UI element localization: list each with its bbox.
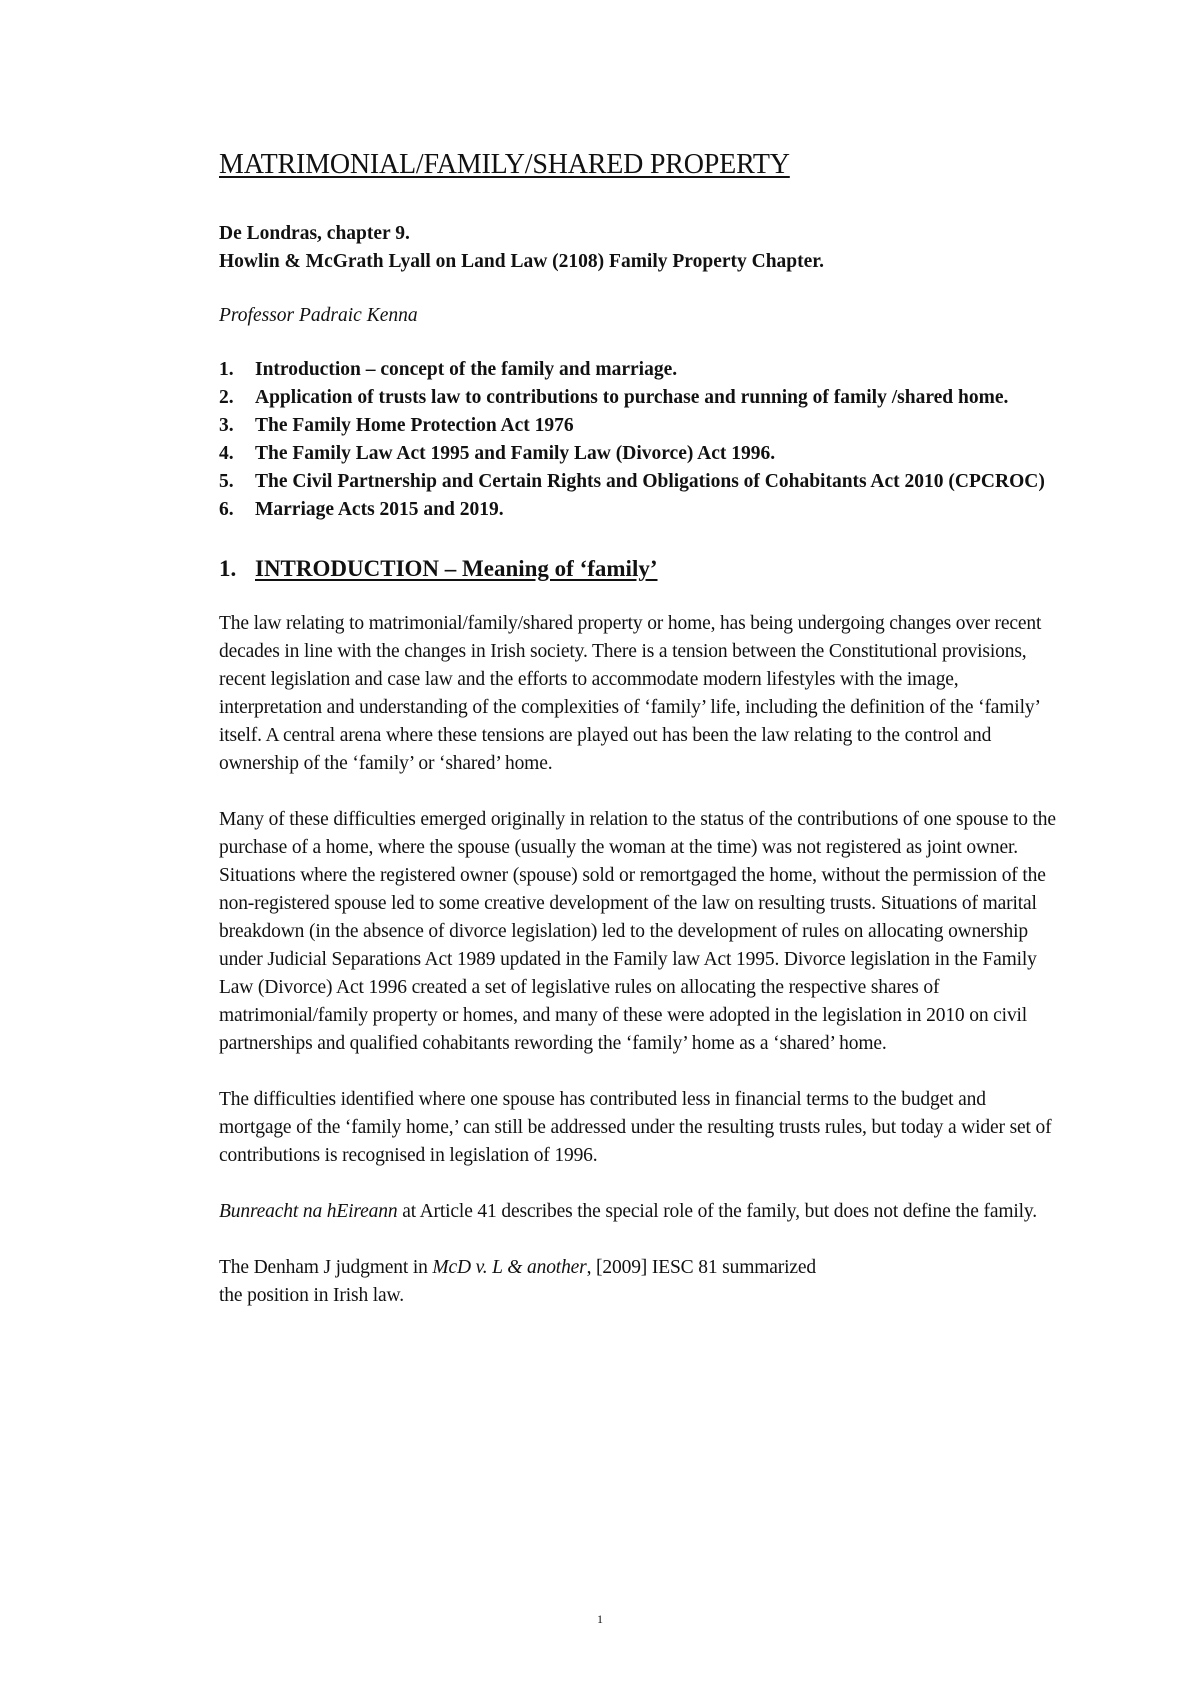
paragraph-5-citation: , [2009] IESC 81 summarized [586,1257,816,1278]
paragraph-3: The difficulties identified where one spouse has contributed less in financial terms to the budget and mortgage of the ‘family home,’ can still be addressed under the resulting trusts rules, but today a wider set of contributions is recognised in legislation of 1996. [219,1089,1052,1166]
paragraph-4 [219,1198,1059,1226]
reference-de-londras: De Londras, chapter 9. [219,223,410,244]
reference-howlin-mcgrath: Howlin & McGrath Lyall on Land Law (2108) Family Property Chapter. [219,251,825,272]
paragraph-5 [219,1254,1059,1310]
section-1-heading [219,554,1059,584]
constitution-name: Bunreacht na hEireann [219,1201,398,1222]
outline-number: 3. [219,415,234,436]
outline-item [219,440,1059,468]
document-title: MATRIMONIAL/FAMILY/SHARED PROPERTY [219,149,790,180]
outline-text: The Family Law Act 1995 and Family Law (Divorce) Act 1996. [255,443,776,464]
outline-number: 4. [219,443,234,464]
outline-item [219,356,1059,384]
outline-text: The Family Home Protection Act 1976 [255,415,574,436]
section-number: 1. [219,556,237,581]
outline-text: Marriage Acts 2015 and 2019. [255,499,504,520]
paragraph-5-tail: the position in Irish law. [219,1285,404,1306]
outline-number: 5. [219,471,234,492]
section-title: INTRODUCTION – Meaning of ‘family’ [255,556,658,581]
references [219,220,1059,276]
outline-number: 6. [219,499,234,520]
outline-number: 2. [219,387,234,408]
outline-item [219,496,1059,524]
case-citation: McD v. L & another [432,1257,587,1278]
outline-text: Introduction – concept of the family and marriage. [255,359,678,380]
topic-outline [219,356,1059,524]
document-body [219,148,1059,1310]
outline-text: The Civil Partnership and Certain Rights and Obligations of Cohabitants Act 2010 (CPCROC) [255,471,1045,492]
outline-item [219,468,1059,496]
outline-item [219,412,1059,440]
paragraph-2: Many of these difficulties emerged originally in relation to the status of the contributions of one spouse to the purchase of a home, where the spouse (usually the woman at the time) was not registered as joint owner. Situations where the registered owner (spouse) sold or remortgaged the home, without the permission of the non-registered spouse led to some creative development of the law on resulting trusts. Situations of marital breakdown (in the absence of divorce legislation) led to the development of rules on allocating ownership under Judicial Separations Act 1989 updated in the Family law Act 1995. Divorce legislation in the Family Law (Divorce) Act 1996 created a set of legislative rules on allocating the respective shares of matrimonial/family property or homes, and many of these were adopted in the legislation in 2010 on civil partnerships and qualified cohabitants rewording the ‘family’ home as a ‘shared’ home. [219,809,1056,1054]
outline-text: Application of trusts law to contributions to purchase and running of family /shared home. [255,387,1009,408]
paragraph-1: The law relating to matrimonial/family/shared property or home, has being undergoing changes over recent decades in line with the changes in Irish society. There is a tension between the Constitutional provisions, recent legislation and case law and the efforts to accommodate modern lifestyles with the image, interpretation and understanding of the complexities of ‘family’ life, including the definition of the ‘family’ itself. A central arena where these tensions are played out has been the law relating to the control and ownership of the ‘family’ or ‘shared’ home. [219,613,1042,774]
author-name: Professor Padraic Kenna [219,305,418,326]
paragraph-4-text: at Article 41 describes the special role of the family, but does not define the family. [397,1201,1037,1222]
page-number: 1 [597,1612,603,1626]
outline-number: 1. [219,359,234,380]
outline-item [219,384,1059,412]
paragraph-5-lead: The Denham J judgment in [219,1257,433,1278]
